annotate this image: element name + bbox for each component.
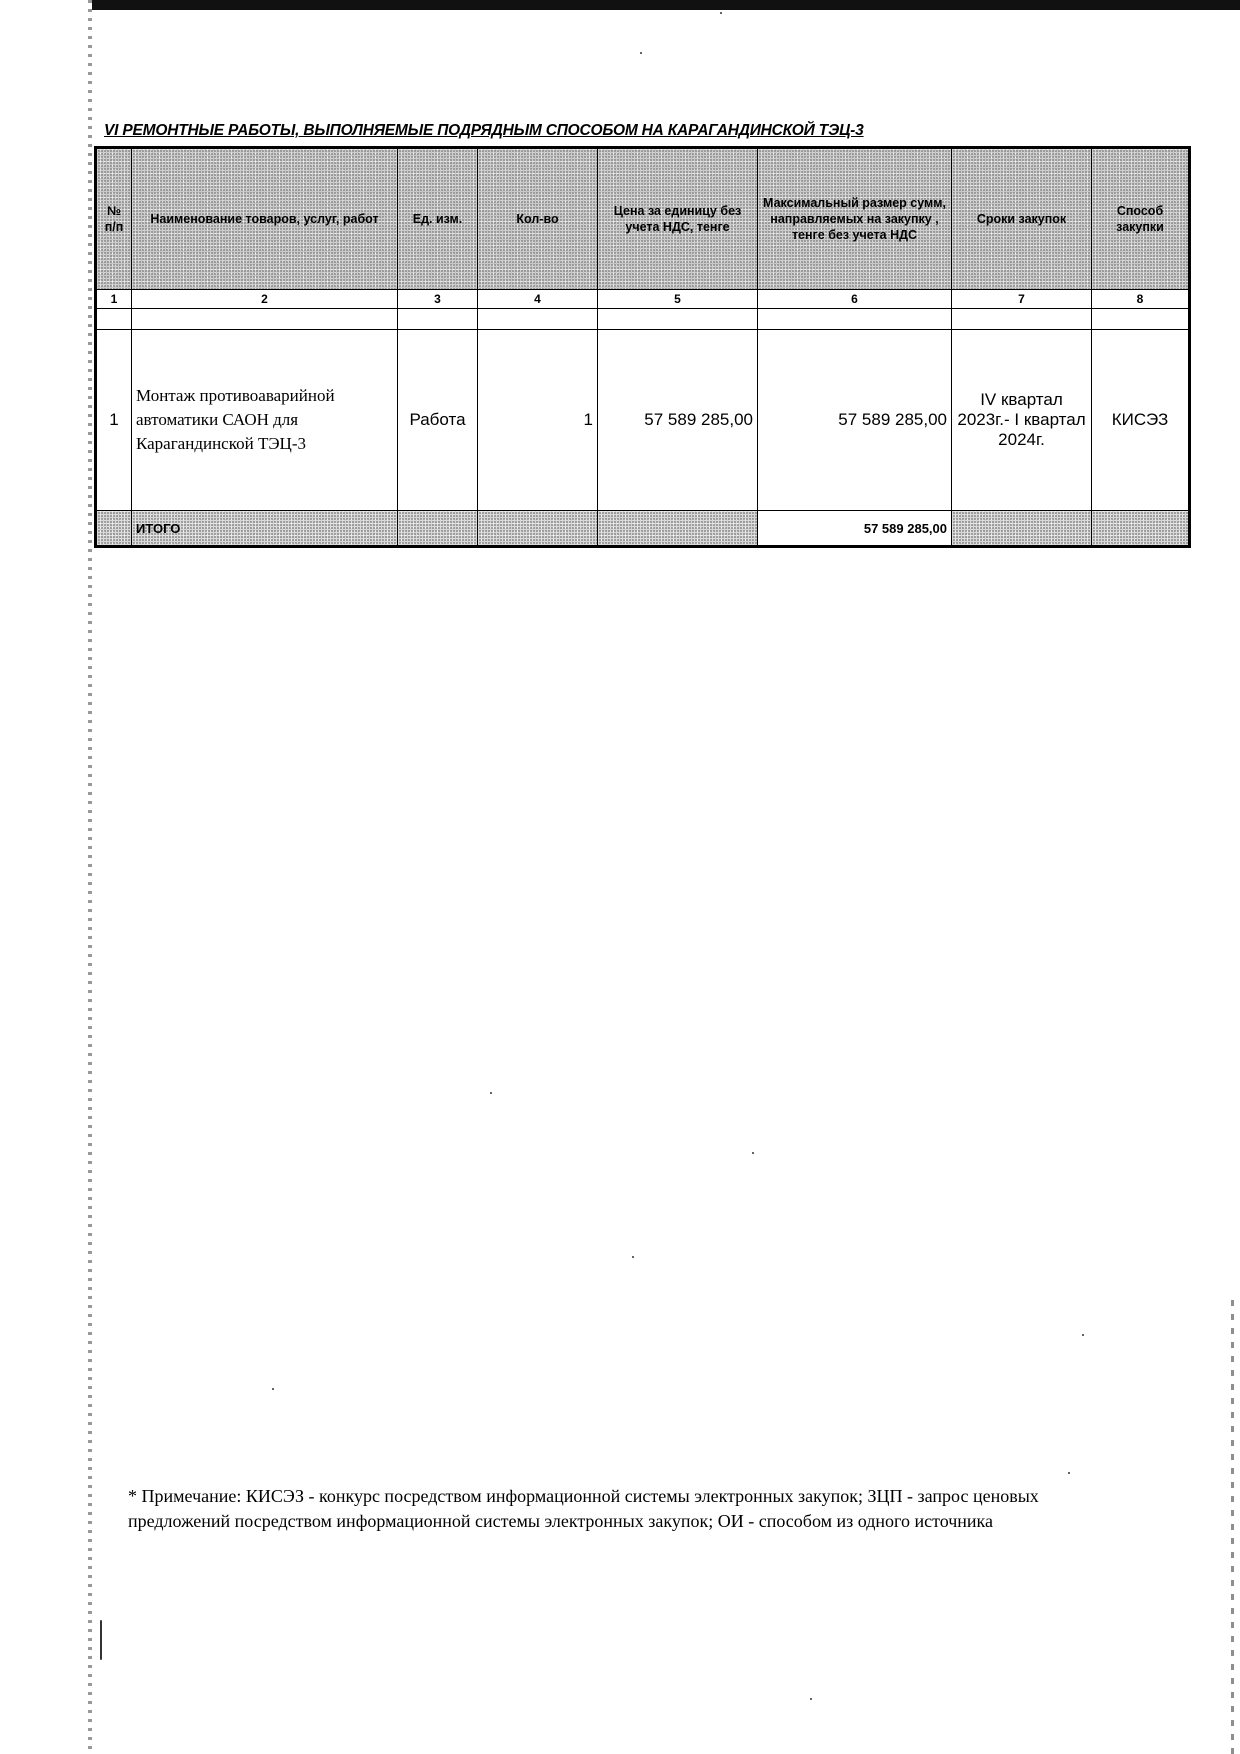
scan-speck xyxy=(100,1620,102,1660)
total-label: ИТОГО xyxy=(132,511,398,547)
scan-speck xyxy=(640,52,642,54)
header-unit: Ед. изм. xyxy=(398,148,478,290)
scan-speck xyxy=(1068,1472,1070,1474)
header-unit-price: Цена за единицу без учета НДС, тенге xyxy=(598,148,758,290)
row-unit: Работа xyxy=(398,330,478,511)
column-number: 3 xyxy=(398,290,478,309)
column-number: 1 xyxy=(96,290,132,309)
scan-right-edge xyxy=(1231,1300,1234,1754)
scan-speck xyxy=(490,1092,492,1094)
total-amount: 57 589 285,00 xyxy=(758,511,952,547)
page-title: VI РЕМОНТНЫЕ РАБОТЫ, ВЫПОЛНЯЕМЫЕ ПОДРЯДНЫМ СПОСОБОМ НА КАРАГАНДИНСКОЙ ТЭЦ-3 xyxy=(104,122,864,139)
header-quantity: Кол-во xyxy=(478,148,598,290)
spacer-row xyxy=(96,309,1190,330)
header-max-amount: Максимальный размер сумм, направляемых на закупку , тенге без учета НДС xyxy=(758,148,952,290)
row-name: Монтаж противоаварийной автоматики САОН для Карагандинской ТЭЦ-3 xyxy=(132,330,398,511)
column-number: 4 xyxy=(478,290,598,309)
column-number-row xyxy=(96,290,1190,309)
procurement-table xyxy=(94,146,1191,548)
column-number: 5 xyxy=(598,290,758,309)
row-period: IV квартал 2023г.- I квартал 2024г. xyxy=(952,330,1092,511)
row-quantity: 1 xyxy=(478,330,598,511)
table-row xyxy=(96,330,1190,511)
row-method: КИСЭЗ xyxy=(1092,330,1190,511)
row-max-amount: 57 589 285,00 xyxy=(758,330,952,511)
scan-speck xyxy=(632,1256,634,1258)
total-row xyxy=(96,511,1190,547)
row-unit-price: 57 589 285,00 xyxy=(598,330,758,511)
table-header-row xyxy=(96,148,1190,290)
header-method: Способ закупки xyxy=(1092,148,1190,290)
column-number: 6 xyxy=(758,290,952,309)
scan-speck xyxy=(752,1152,754,1154)
header-period: Сроки закупок xyxy=(952,148,1092,290)
scan-speck xyxy=(810,1698,812,1700)
scan-top-border xyxy=(92,0,1240,10)
column-number: 8 xyxy=(1092,290,1190,309)
footnote: * Примечание: КИСЭЗ - конкурс посредством информационной системы электронных закупок; ЗЦП - запрос ценовых предложений посредством информационной системы электронных закупок; ОИ - способом из одного источника xyxy=(128,1486,1039,1531)
scan-speck xyxy=(720,12,722,14)
header-number: № п/п xyxy=(96,148,132,290)
header-name: Наименование товаров, услуг, работ xyxy=(132,148,398,290)
scan-speck xyxy=(272,1388,274,1390)
column-number: 2 xyxy=(132,290,398,309)
scan-left-edge xyxy=(88,0,92,1754)
scan-speck xyxy=(1082,1334,1084,1336)
row-number: 1 xyxy=(96,330,132,511)
column-number: 7 xyxy=(952,290,1092,309)
